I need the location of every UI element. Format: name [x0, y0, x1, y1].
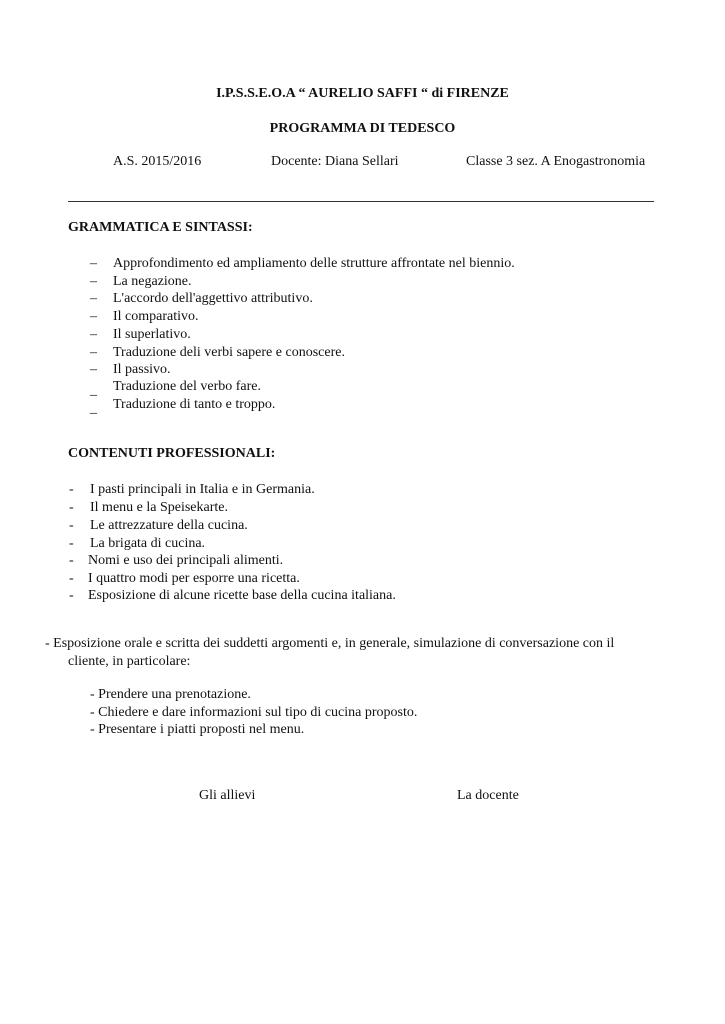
list-bullet: –: [90, 362, 97, 377]
school-year: A.S. 2015/2016: [113, 154, 202, 169]
list-item-text: La brigata di cucina.: [90, 536, 206, 551]
list-item-text: Traduzione di tanto e troppo.: [113, 397, 276, 412]
list-item-text: Traduzione del verbo fare.: [113, 379, 261, 394]
list-item-text: Nomi e uso dei principali alimenti.: [88, 553, 284, 568]
students-signature-label: Gli allievi: [199, 788, 256, 803]
list-item-text: Il comparativo.: [113, 309, 199, 324]
list-item-text: Le attrezzature della cucina.: [90, 518, 248, 533]
professional-heading: CONTENUTI PROFESSIONALI:: [68, 446, 276, 461]
list-item-text: La negazione.: [113, 274, 192, 289]
program-title: PROGRAMMA DI TEDESCO: [269, 121, 456, 136]
list-bullet: -: [69, 518, 74, 533]
list-bullet: –: [90, 345, 97, 360]
list-bullet: –: [90, 256, 97, 271]
teacher: Docente: Diana Sellari: [271, 154, 399, 169]
list-item-text: Esposizione di alcune ricette base della cucina italiana.: [88, 588, 396, 603]
list-bullet: -: [69, 482, 74, 497]
list-item-text: Il superlativo.: [113, 327, 191, 342]
list-item-text: I pasti principali in Italia e in Germania.: [90, 482, 315, 497]
list-item-text: Approfondimento ed ampliamento delle strutture affrontate nel biennio.: [113, 256, 515, 271]
list-item-text: - Prendere una prenotazione.: [90, 687, 251, 702]
list-bullet: –: [90, 274, 97, 289]
list-bullet: _: [90, 401, 97, 416]
list-item-text: Il passivo.: [113, 362, 171, 377]
class-info: Classe 3 sez. A Enogastronomia: [466, 154, 646, 169]
list-bullet: -: [69, 553, 74, 568]
separator-line: [68, 201, 654, 202]
list-item-text: - Chiedere e dare informazioni sul tipo di cucina proposto.: [90, 705, 418, 720]
list-item-text: I quattro modi per esporre una ricetta.: [88, 571, 300, 586]
grammar-heading: GRAMMATICA E SINTASSI:: [68, 220, 253, 235]
list-bullet: -: [69, 571, 74, 586]
list-item-text: - Presentare i piatti proposti nel menu.: [90, 722, 305, 737]
list-item-text: Traduzione deli verbi sapere e conoscere.: [113, 345, 345, 360]
list-bullet: –: [90, 291, 97, 306]
list-bullet: -: [69, 500, 74, 515]
list-item-text: L'accordo dell'aggettivo attributivo.: [113, 291, 313, 306]
teacher-signature-label: La docente: [457, 788, 519, 803]
list-bullet: -: [69, 536, 74, 551]
exposition-paragraph-line1: - Esposizione orale e scritta dei suddetti argomenti e, in generale, simulazione di conversazione con il: [45, 636, 615, 651]
list-bullet: –: [90, 327, 97, 342]
exposition-paragraph-line2: cliente, in particolare:: [68, 654, 191, 669]
list-bullet: _: [90, 383, 97, 398]
school-title: I.P.S.S.E.O.A “ AURELIO SAFFI “ di FIRENZE: [216, 86, 509, 101]
list-item-text: Il menu e la Speisekarte.: [90, 500, 229, 515]
list-bullet: –: [90, 309, 97, 324]
list-bullet: -: [69, 588, 74, 603]
